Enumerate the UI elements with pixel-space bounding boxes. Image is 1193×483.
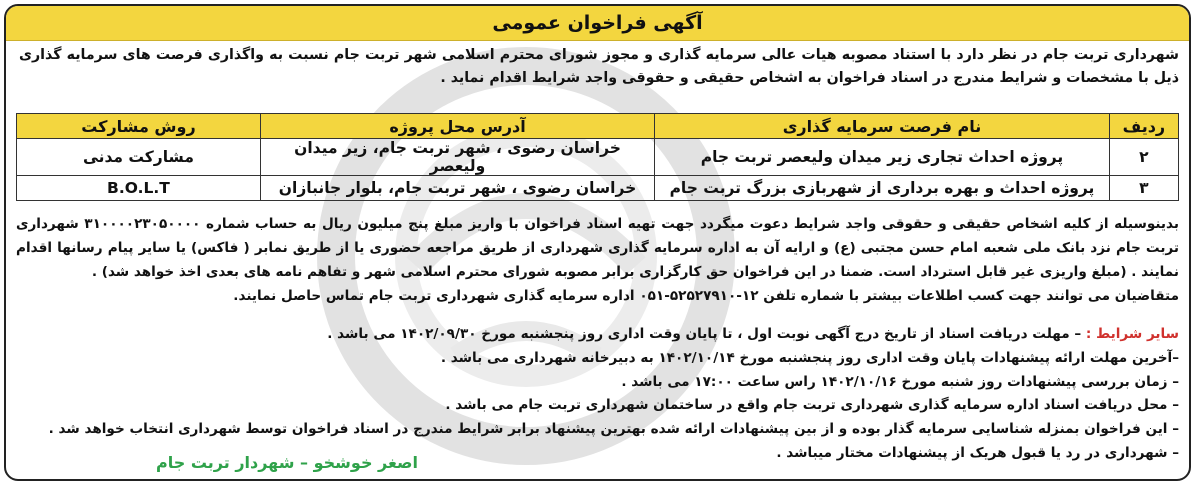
other-conditions bbox=[16, 323, 1179, 466]
opportunity-name: پروژه احداث تجاری زیر میدان ولیعصر تربت جام bbox=[655, 139, 1110, 176]
condition-item bbox=[16, 323, 1179, 347]
condition-item: – شهرداری در رد یا قبول هریک از پیشنهادات مختار میباشد . bbox=[776, 444, 1179, 461]
condition-item: – این فراخوان بمنزله شناسایی سرمایه گذار بوده و از بین پیشنهادات ارائه شده بهترین پیشنهاد برابر شرایط مندرج در اسناد فراخوان توسط شهرداری انتخاب خواهد شد . bbox=[48, 421, 1179, 438]
table-row bbox=[17, 139, 1179, 176]
project-address: خراسان رضوی ، شهر تربت جام، بلوار جانبازان bbox=[260, 176, 654, 201]
condition-item: – زمان بررسی پیشنهادات روز شنبه مورخ ۱۴۰۲/۱۰/۱۶ راس ساعت ۱۷:۰۰ می باشد . bbox=[621, 373, 1179, 390]
other-conditions-label: سایر شرایط : bbox=[1085, 326, 1179, 342]
investment-table bbox=[16, 113, 1179, 201]
contact-paragraph: متقاضیان می توانند جهت کسب اطلاعات بیشتر با شماره تلفن ۱۲-۵۲۵۲۷۹۱۰-۰۵۱ اداره سرمایه گذاری شهرداری تربت جام تماس حاصل نمایند. bbox=[233, 288, 1179, 304]
body-text bbox=[16, 212, 1179, 308]
condition-item: – محل دریافت اسناد اداره سرمایه گذاری شهرداری تربت جام واقع در ساختمان شهرداری تربت جام می باشد . bbox=[445, 397, 1179, 414]
condition-item: –آخرین مهلت ارائه پیشنهادات پایان وقت اداری روز پنجشنبه مورخ ۱۴۰۲/۱۰/۱۴ به دبیرخانه شهرداری می باشد . bbox=[440, 349, 1179, 366]
header-participation-method: روش مشارکت bbox=[17, 114, 261, 139]
opportunity-name: پروژه احداث و بهره برداری از شهربازی بزرگ تربت جام bbox=[655, 176, 1110, 201]
header-project-address: آدرس محل پروژه bbox=[260, 114, 654, 139]
notice-title-bar bbox=[6, 6, 1189, 41]
participation-method: مشارکت مدنی bbox=[17, 139, 261, 176]
row-number: ۳ bbox=[1109, 176, 1178, 201]
row-number: ۲ bbox=[1109, 139, 1178, 176]
header-opportunity-name: نام فرصت سرمایه گذاری bbox=[655, 114, 1110, 139]
participation-method: B.O.L.T bbox=[17, 176, 261, 201]
intro-paragraph: شهرداری تربت جام در نظر دارد با استناد مصوبه هیات عالی سرمایه گذاری و مجوز شورای محترم اسلامی شهر تربت جام نسبت به واگذاری فرصت های سرمایه گذاری ذیل با مشخصات و شرایط مندرج در اسناد فراخوان به اشخاص حقیقی و حقوقی واجد شرایط اقدام نماید . bbox=[19, 47, 1179, 86]
invitation-paragraph: بدینوسیله از کلیه اشخاص حقیقی و حقوقی واجد شرایط دعوت میگردد جهت تهیه اسناد فراخوان با واریز مبلغ پنج میلیون ریال به حساب شماره ۳۱۰۰۰۰۲۳۰۵۰۰۰۰ شهرداری تربت جام نزد بانک ملی شعبه امام حسن مجتبی (ع) و ارایه آن به اداره سرمایه گذاری شهرداری از طریق مراجعه حضوری یا از طریق نمابر ( فاکس) یا سایر پیام رسانها اقدام نمایند . (مبلغ واریزی غیر قابل استرداد است. ضمنا در این فراخوان حق کارگزاری برابر مصوبه شورای محترم اسلامی شهر و تفاهم نامه های بعدی اخذ خواهد شد) . bbox=[16, 216, 1179, 280]
notice-frame bbox=[4, 4, 1191, 481]
project-address: خراسان رضوی ، شهر تربت جام، زیر میدان ولیعصر bbox=[260, 139, 654, 176]
notice-title: آگهی فراخوان عمومی bbox=[492, 12, 703, 34]
table-header-row bbox=[17, 114, 1179, 139]
mayor-signature: اصغر خوشخو – شهردار تربت جام bbox=[156, 453, 418, 472]
condition-text: – مهلت دریافت اسناد از تاریخ درج آگهی نوبت اول ، تا پایان وقت اداری روز پنجشنبه مورخ ۱۴۰۲/۰۹/۳۰ می باشد . bbox=[327, 326, 1082, 342]
header-row-number: ردیف bbox=[1109, 114, 1178, 139]
table-row bbox=[17, 176, 1179, 201]
